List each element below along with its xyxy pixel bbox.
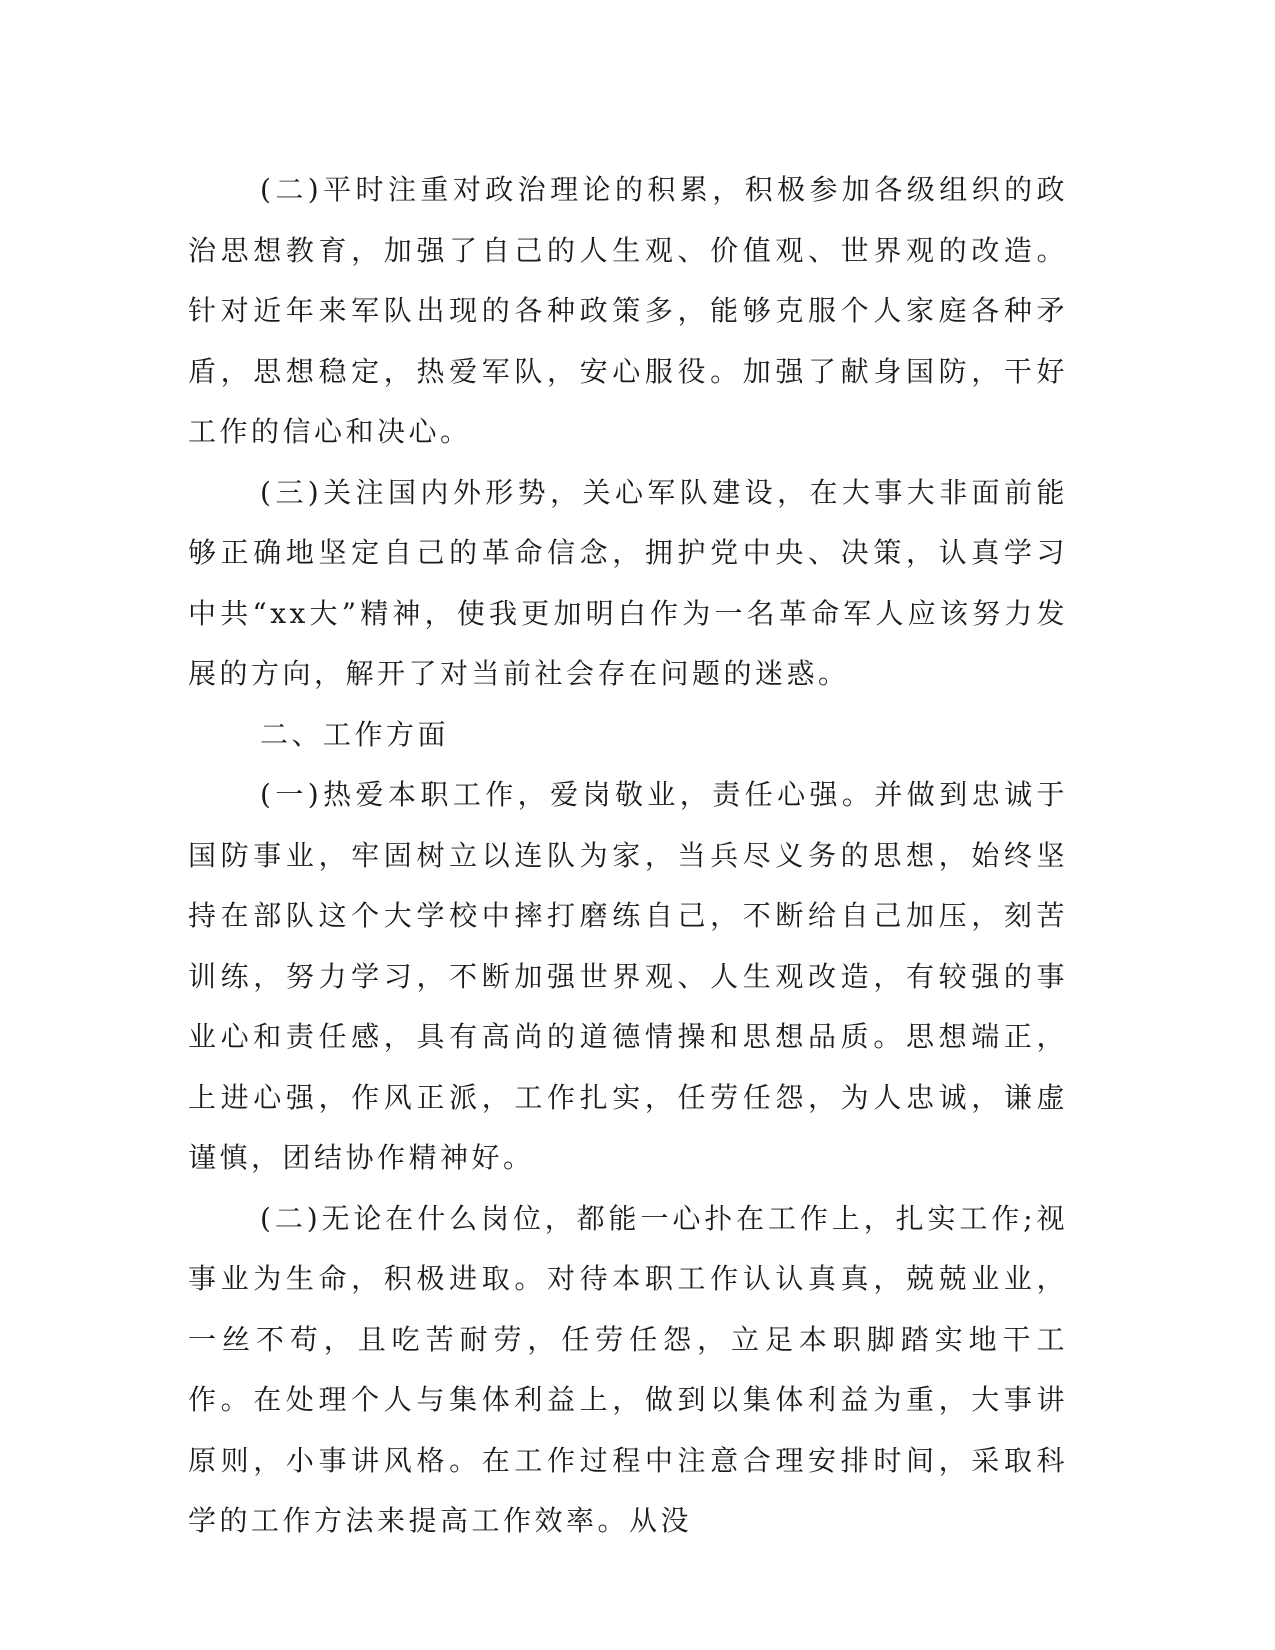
document-body: [188, 160, 1068, 1552]
paragraph-politics-3: (三)关注国内外形势，关心军队建设，在大事大非面前能够正确地坚定自己的革命信念，拥护党中央、决策，认真学习中共“xx大”精神，使我更加明白作为一名革命军人应该努力发展的方向，解开了对当前社会存在问题的迷惑。: [188, 475, 1068, 690]
section-heading-work: 二、工作方面: [260, 717, 450, 751]
paragraph-work-2: (二)无论在什么岗位，都能一心扑在工作上，扎实工作;视事业为生命，积极进取。对待本职工作认认真真，兢兢业业，一丝不苟，且吃苦耐劳，任劳任怨，立足本职脚踏实地干工作。在处理个人与集体利益上，做到以集体利益为重，大事讲原则，小事讲风格。在工作过程中注意合理安排时间，采取科学的工作方法来提高工作效率。从没: [188, 1201, 1068, 1537]
paragraph-work-1: (一)热爱本职工作，爱岗敬业，责任心强。并做到忠诚于国防事业，牢固树立以连队为家，当兵尽义务的思想，始终坚持在部队这个大学校中摔打磨练自己，不断给自己加压，刻苦训练，努力学习，不断加强世界观、人生观改造，有较强的事业心和责任感，具有高尚的道德情操和思想品质。思想端正，上进心强，作风正派，工作扎实，任劳任怨，为人忠诚，谦虚谨慎，团结协作精神好。: [188, 778, 1068, 1174]
paragraph-politics-2: (二)平时注重对政治理论的积累，积极参加各级组织的政治思想教育，加强了自己的人生观、价值观、世界观的改造。针对近年来军队出现的各种政策多，能够克服个人家庭各种矛盾，思想稳定，热爱军队，安心服役。加强了献身国防，干好工作的信心和决心。: [188, 173, 1068, 448]
